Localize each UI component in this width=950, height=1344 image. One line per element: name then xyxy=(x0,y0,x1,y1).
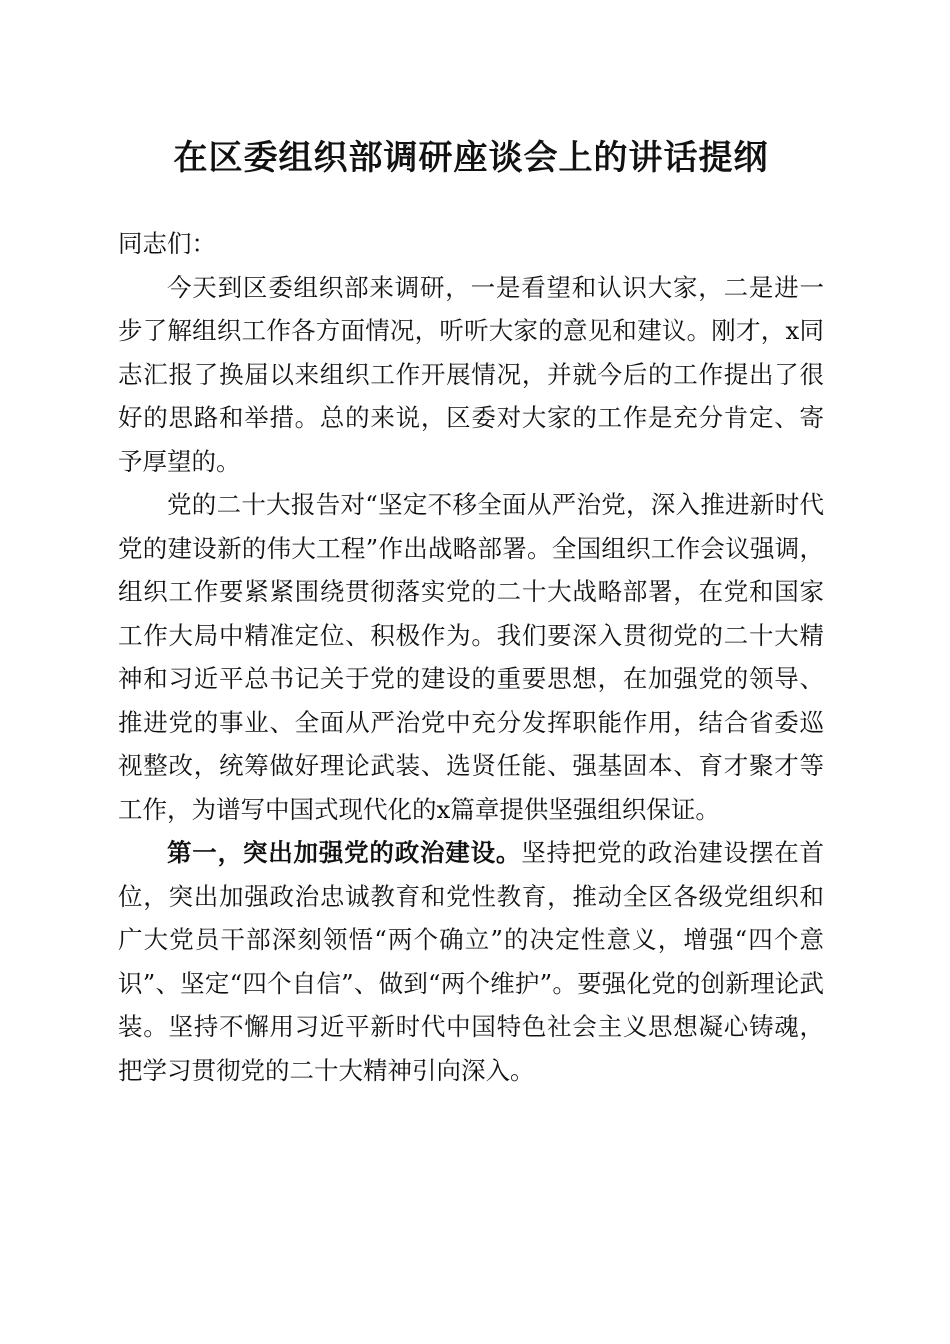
document-body xyxy=(118,222,824,1092)
paragraph-text: 坚持把党的政治建设摆在首位，突出加强政治忠诚教育和党性教育，推动全区各级党组织和广大党员干部深刻领悟“两个确立”的决定性意义，增强“四个意识”、坚定“四个自信”、做到“两个维护”。要强化党的创新理论武装。坚持不懈用习近平新时代中国特色社会主义思想凝心铸魂，把学习贯彻党的二十大精神引向深入。 xyxy=(118,838,825,1085)
paragraph-point-one xyxy=(118,831,824,1092)
paragraph-text: 今天到区委组织部来调研，一是看望和认识大家，二是进一步了解组织工作各方面情况，听听大家的意见和建议。刚才，x同志汇报了换届以来组织工作开展情况，并就今后的工作提出了很好的思路和举措。总的来说，区委对大家的工作是充分肯定、寄予厚望的。 xyxy=(118,272,824,476)
document-page xyxy=(118,128,824,1092)
paragraph-opening xyxy=(118,266,824,484)
paragraph-text: 党的二十大报告对“坚定不移全面从严治党，深入推进新时代党的建设新的伟大工程”作出战略部署。全国组织工作会议强调，组织工作要紧紧围绕贯彻落实党的二十大战略部署，在党和国家工作大局中精准定位、积极作为。我们要深入贯彻党的二十大精神和习近平总书记关于党的建设的重要思想，在加强党的领导、推进党的事业、全面从严治党中充分发挥职能作用，结合省委巡视整改，统筹做好理论武装、选贤任能、强基固本、育才聚才等工作，为谱写中国式现代化的x篇章提供坚强组织保证。 xyxy=(118,490,824,824)
paragraph-lead-heading: 第一，突出加强党的政治建设。 xyxy=(167,838,522,867)
paragraph-strategy xyxy=(118,483,824,831)
document-title: 在区委组织部调研座谈会上的讲话提纲 xyxy=(173,138,769,178)
salutation: 同志们： xyxy=(118,229,216,258)
